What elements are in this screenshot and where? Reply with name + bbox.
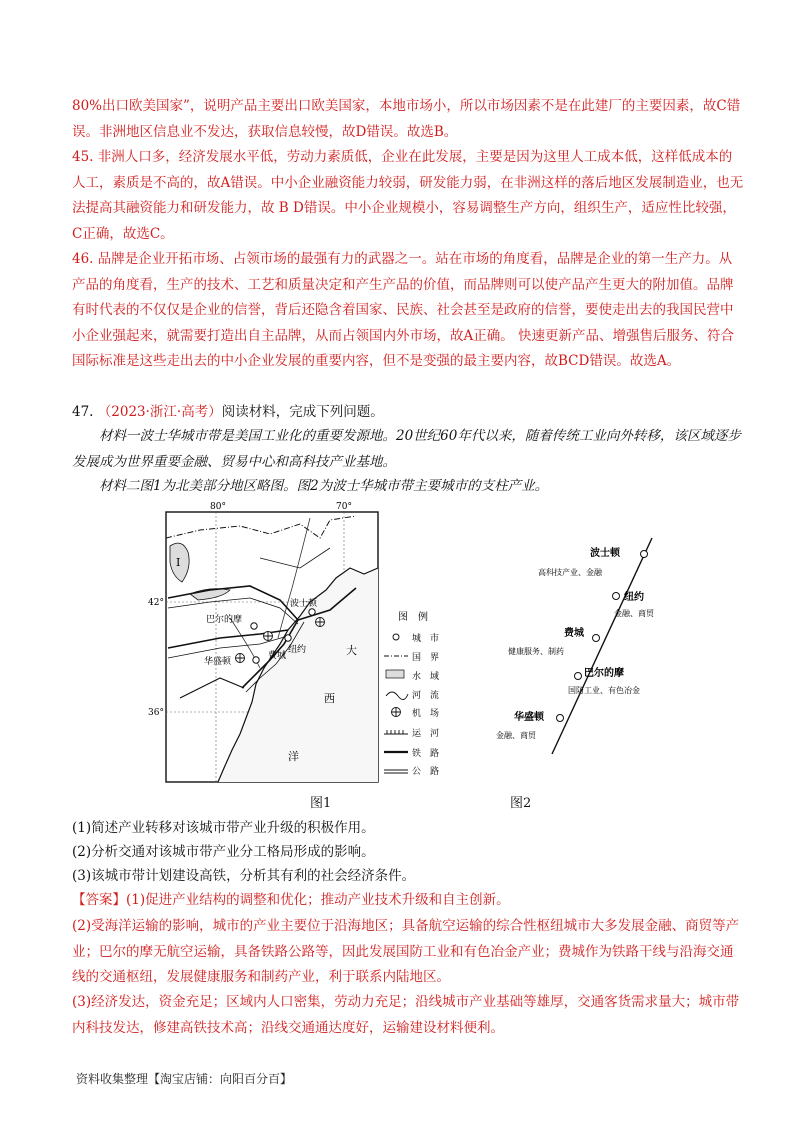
fig2-city-philadelphia: 费城 (564, 628, 584, 639)
lat-42-label: 42° (148, 598, 164, 608)
fig2-industry-baltimore: 国防工业、有色冶金 (568, 686, 640, 695)
fig2-city-baltimore: 巴尔的摩 (584, 668, 624, 679)
legend-rail: 铁 路 (412, 749, 440, 759)
legend-city: 城 市 (412, 634, 440, 644)
map-city-philadelphia: 费城 (268, 651, 287, 661)
question-47-header (72, 400, 744, 426)
lon-80-label: 80° (210, 502, 226, 512)
fig2-industry-philadelphia: 健康服务、制药 (508, 647, 564, 656)
lat-36-label: 36° (148, 708, 164, 718)
question-1: (1)简述产业转移对该城市带产业升级的积极作用。 (72, 820, 375, 836)
figure-1-map (148, 498, 440, 790)
fig2-industry-newyork: 金融、商贸 (614, 609, 654, 618)
fig2-city-washington: 华盛顿 (514, 712, 544, 723)
legend-water: 水 域 (412, 672, 440, 682)
legend-river: 河 流 (412, 691, 440, 701)
airport-icon (264, 632, 273, 641)
fig2-city-boston: 波士顿 (590, 548, 620, 559)
ocean-char-3: 洋 (288, 750, 299, 763)
material-one: 材料一波士华城市带是美国工业化的重要发源地。20世纪60年代以来，随着传统工业向外转移，该区域逐步发展成为世界重要金融、贸易中心和高科技产业基地。 (72, 428, 741, 470)
footer: 资料收集整理【淘宝店铺：向阳百分百】 (76, 1072, 293, 1086)
answer-44-tail: 80%出口欧美国家”，说明产品主要出口欧美国家，本地市场小，所以市场因素不是在此建厂的主要因素，故C错误。非洲地区信息业不发达，获取信息较慢，故D错误。故选B。 (72, 98, 741, 140)
legend-border: 国 界 (412, 653, 440, 663)
figure-1-caption: 图1 (310, 796, 332, 811)
legend-canal: 运 河 (412, 729, 440, 739)
material-two: 材料二图1为北美部分地区略图。图2为波士华城市带主要城市的支柱产业。 (99, 478, 549, 494)
map-city-baltimore: 巴尔的摩 (206, 615, 243, 625)
airport-icon (236, 654, 245, 663)
figure-2-caption: 图2 (510, 796, 532, 811)
fig2-city-newyork: 纽约 (624, 592, 644, 603)
answer-1: 【答案】(1)促进产业结构的调整和优化；推动产业技术升级和自主创新。 (72, 892, 510, 908)
answer-3: (3)经济发达，资金充足；区域内人口密集，劳动力充足；沿线城市产业基础等雄厚，交通客货需求量大；城市带内科技发达，修建高铁技术高；沿线交通通达度好，运输建设材料便利。 (72, 994, 740, 1036)
question-prompt: 阅读材料，完成下列问题。 (221, 404, 384, 420)
lon-70-label: 70° (336, 502, 352, 512)
airport-icon (316, 618, 325, 627)
ocean-char-1: 大 (346, 644, 357, 657)
fig2-industry-boston: 高科技产业、金融 (538, 568, 602, 577)
legend-road: 公 路 (412, 767, 440, 777)
figure-2-diagram (480, 530, 680, 770)
map-legend (384, 610, 439, 777)
question-number: 47. (72, 404, 94, 420)
lake-label: I (176, 556, 181, 569)
map-city-boston: 波士顿 (290, 599, 318, 609)
ocean-char-2: 西 (324, 692, 335, 705)
map-city-newyork: 纽约 (288, 645, 307, 655)
answer-2: (2)受海洋运输的影响，城市的产业主要位于沿海地区；具备航空运输的综合性枢纽城市大多发展金融、商贸等产业；巴尔的摩无航空运输，具备铁路公路等，因此发展国防工业和有色冶金产业；费城作为铁路干线与沿海交通线的交通枢纽，发展健康服务和制药产业，利于联系内陆地区。 (72, 918, 740, 985)
legend-title: 图 例 (398, 612, 428, 623)
answer-tag: 【答案】 (72, 892, 126, 908)
answer-45: 45. 非洲人口多，经济发展水平低，劳动力素质低，企业在此发展，主要是因为这里人工成本低，这样低成本的人工，素质是不高的，故A错误。中小企业融资能力较弱，研发能力弱，在非洲这样的落后地区发展制造业，也无法提高其融资能力和研发能力，故 B D错误。中小企业规模小，容易调整生产方向，组织生产，适应性比较强，C正确，故选C。 (72, 149, 744, 242)
question-2: (2)分析交通对该城市带产业分工格局形成的影响。 (72, 844, 375, 860)
answer-46: 46. 品牌是企业开拓市场、占领市场的最强有力的武器之一。站在市场的角度看，品牌是企业的第一生产力。从产品的角度看，生产的技术、工艺和质量决定和产生产品的价值，而品牌则可以使产品产生更大的附加值。品牌有时代表的不仅仅是企业的信誉，背后还隐含着国家、民族、社会甚至是政府的信誉，要使走出去的我国民营中小企业强起来，就需要打造出自主品牌，从而占领国内外市场，故A正确。 快速更新产品、增强售后服务、符合国际标准是这些走出去的中小企业发展的重要内容，但不是变强的最主要内容，故BCD错误。故选A。 (72, 251, 735, 369)
question-3: (3)该城市带计划建设高铁，分析其有利的社会经济条件。 (72, 868, 416, 884)
legend-airport: 机 场 (412, 709, 440, 719)
fig2-industry-washington: 金融、商贸 (496, 731, 536, 740)
map-city-washington: 华盛顿 (204, 657, 232, 667)
question-source: （2023·浙江·高考） (97, 404, 222, 420)
